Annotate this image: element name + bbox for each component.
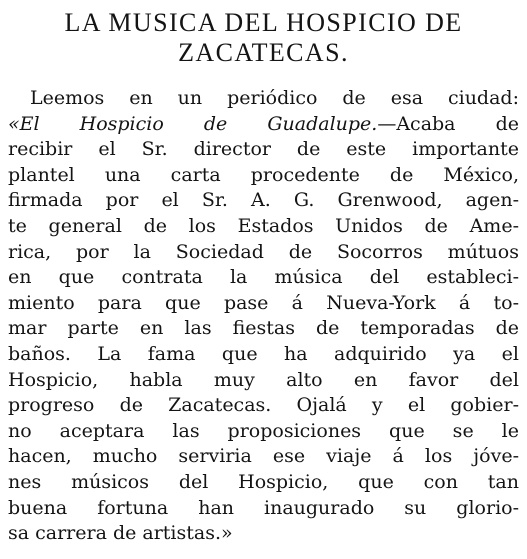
article-line: rica, por la Sociedad de Socorros mútuos [8, 240, 519, 263]
article-line: recibir el Sr. director de este importante [8, 138, 519, 161]
article-line: miento para que pase á Nueva-York á to- [8, 291, 519, 314]
article-line: mar parte en las fiestas de temporadas de [8, 317, 519, 340]
article-line-text: —Acaba de [377, 112, 519, 135]
article-line: nes músicos del Hospicio, que con tan [8, 470, 519, 493]
article-line: sa carrera de artistas.» [8, 522, 233, 545]
article-line: en que contrata la música del estableci- [8, 266, 519, 289]
article-line: hacen, mucho serviria ese viaje á los jóve- [8, 445, 519, 468]
article-body [8, 86, 519, 547]
article-line: buena fortuna han inaugurado su glorio- [8, 496, 519, 519]
article-line: plantel una carta procedente de México, [8, 163, 519, 186]
article-line: te general de los Estados Unidos de Ame- [8, 214, 519, 237]
article-line: Leemos en un periódico de esa ciudad: [30, 87, 519, 109]
article-line: no aceptara las proposiciones que se le [8, 419, 519, 442]
headline-line-1: LA MUSICA DEL HOSPICIO DE [64, 8, 463, 37]
article-line: baños. La fama que ha adquirido ya el [8, 342, 519, 365]
article-line [8, 112, 519, 138]
headline [8, 8, 519, 68]
article-line-italic: «El Hospicio de Guadalupe. [8, 112, 378, 135]
article-line: firmada por el Sr. A. G. Grenwood, agen- [8, 189, 519, 212]
headline-line-2: ZACATECAS. [178, 38, 349, 67]
article-line: progreso de Zacatecas. Ojalá y el gobier- [8, 394, 519, 417]
article-line: Hospicio, habla muy alto en favor del [8, 368, 519, 391]
